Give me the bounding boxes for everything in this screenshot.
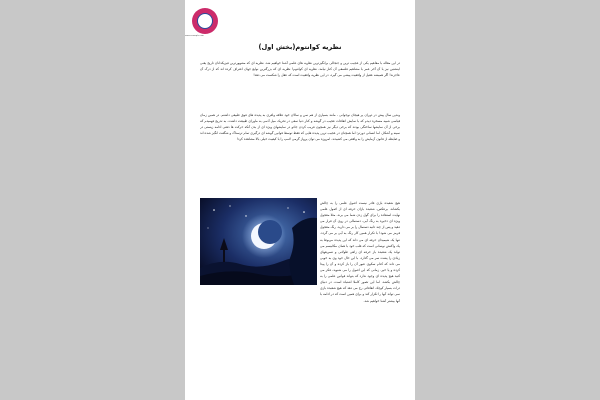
paragraph-1: در این مقاله با مفاهیم یکی از عجیب ترین و جنجالی برانگیزترین نظریه های علمی آشنا خواهیم شد. نظریه ای که مشهورترین فیزیکدانان تاریخ یعنی اینشتین نیز با آن آخر عمر با مشاهیم فلسفی آن کنار نیامد. نظریه ای کوانتوم! نظریه ای که بزرگترین نوابغ جهان اعتراف کرده اند که از درک آن عاجزند! اگر همیشه عقیل از واقعیت پیشی می گیرد، در این نظریه واقعیت است که عقل را شکست می دهد! — [200, 61, 400, 78]
paragraph-3: هیچ شعبده بازی قادر نیست اصول علمی را به چالش بکشاند. برعکس، شعبده بازان حرفه ای از اصول علمی نهایت استفاده را برای گول زدن شما می برند. مثلا معجول ویژه ای ذخیره به رنگ آبی، دستمالی در روی آن قرار می دهید و پس از چند ثانیه دستمال را بر می دارید. رنگ معجول قرمز می شود! با تکرار همین کار رنگ به آبی بر می گردد. تنها یک شیمیدان حرفه ای می داند که این پدیده مربوط به یک واکنش نوسانی است که قلب خود با همان مکانیسم می تواند یک شعبده باز حرفه ای زاهی طولانی و تسریعهای زیادی را پشت سر می گذارد. با این حال خود وی به خوبی می داند که کدام سکوی عبور آن را باز کرده و آن را پیدا کرده و یا خیر. زمانی که این اصول را می شنوید، فکر می کنید هیچ پدیده ای وجود ندارد که بتواند قوانین علمی را به چالش بکشد. اما این تصور کاملا اشتباه است. در دنیای ذرات بسیار کوچک اتفاقاتی رخ می دهد که هیچ شعبده بازی نمی تواند آنها را تکرار کند و برای همین است که در ادامه با آنها بیشتر آشنا خواهیم شد. — [320, 201, 400, 303]
logo-emblem-icon — [197, 13, 213, 29]
document-page — [185, 0, 415, 400]
article-title: نظریه کوانتوم(بخش اول) — [258, 43, 342, 51]
logo-url: www.example.com — [185, 35, 204, 37]
site-logo — [192, 8, 218, 34]
paragraph-2: وندین سال پیش در دوران پر هیجان نوجوانی ، مانند بسیاری از هم سن و سالان خود علاقه وافری به پدیده های فوق طبیعی داشتم. در همین زمان قیاسی شبیه مسخره دیدم که با نمایش اتفاقات عجیب در گوشه و کنار دنیا سعی در تحریک میل آدمی به ماورای طبیعت داشت. به تدریج فهمیدم که برخی از آن نمایشها ساختگی بودند که برخی دیگر نیز همچون فریب کردن جادو در نمایشهای ویژه ای از بدن آنکه حرکت ها ذهنی ادامه زیستی در سینه و آشکار، اما انسانی دورتر؛ اما همچنان در عجیب ترین پدیده هایی که فقط توسط قوانین گوشه ای درگیری تمام ترسناک و شگفت انگیز شده اند و ضابطه از قانون آزمایش را به واقعی می کشیدند. امروزه می توان پرواز گرمی لامپ را با کیفیت خیلی بالا مشاهده کرد! — [200, 113, 400, 142]
